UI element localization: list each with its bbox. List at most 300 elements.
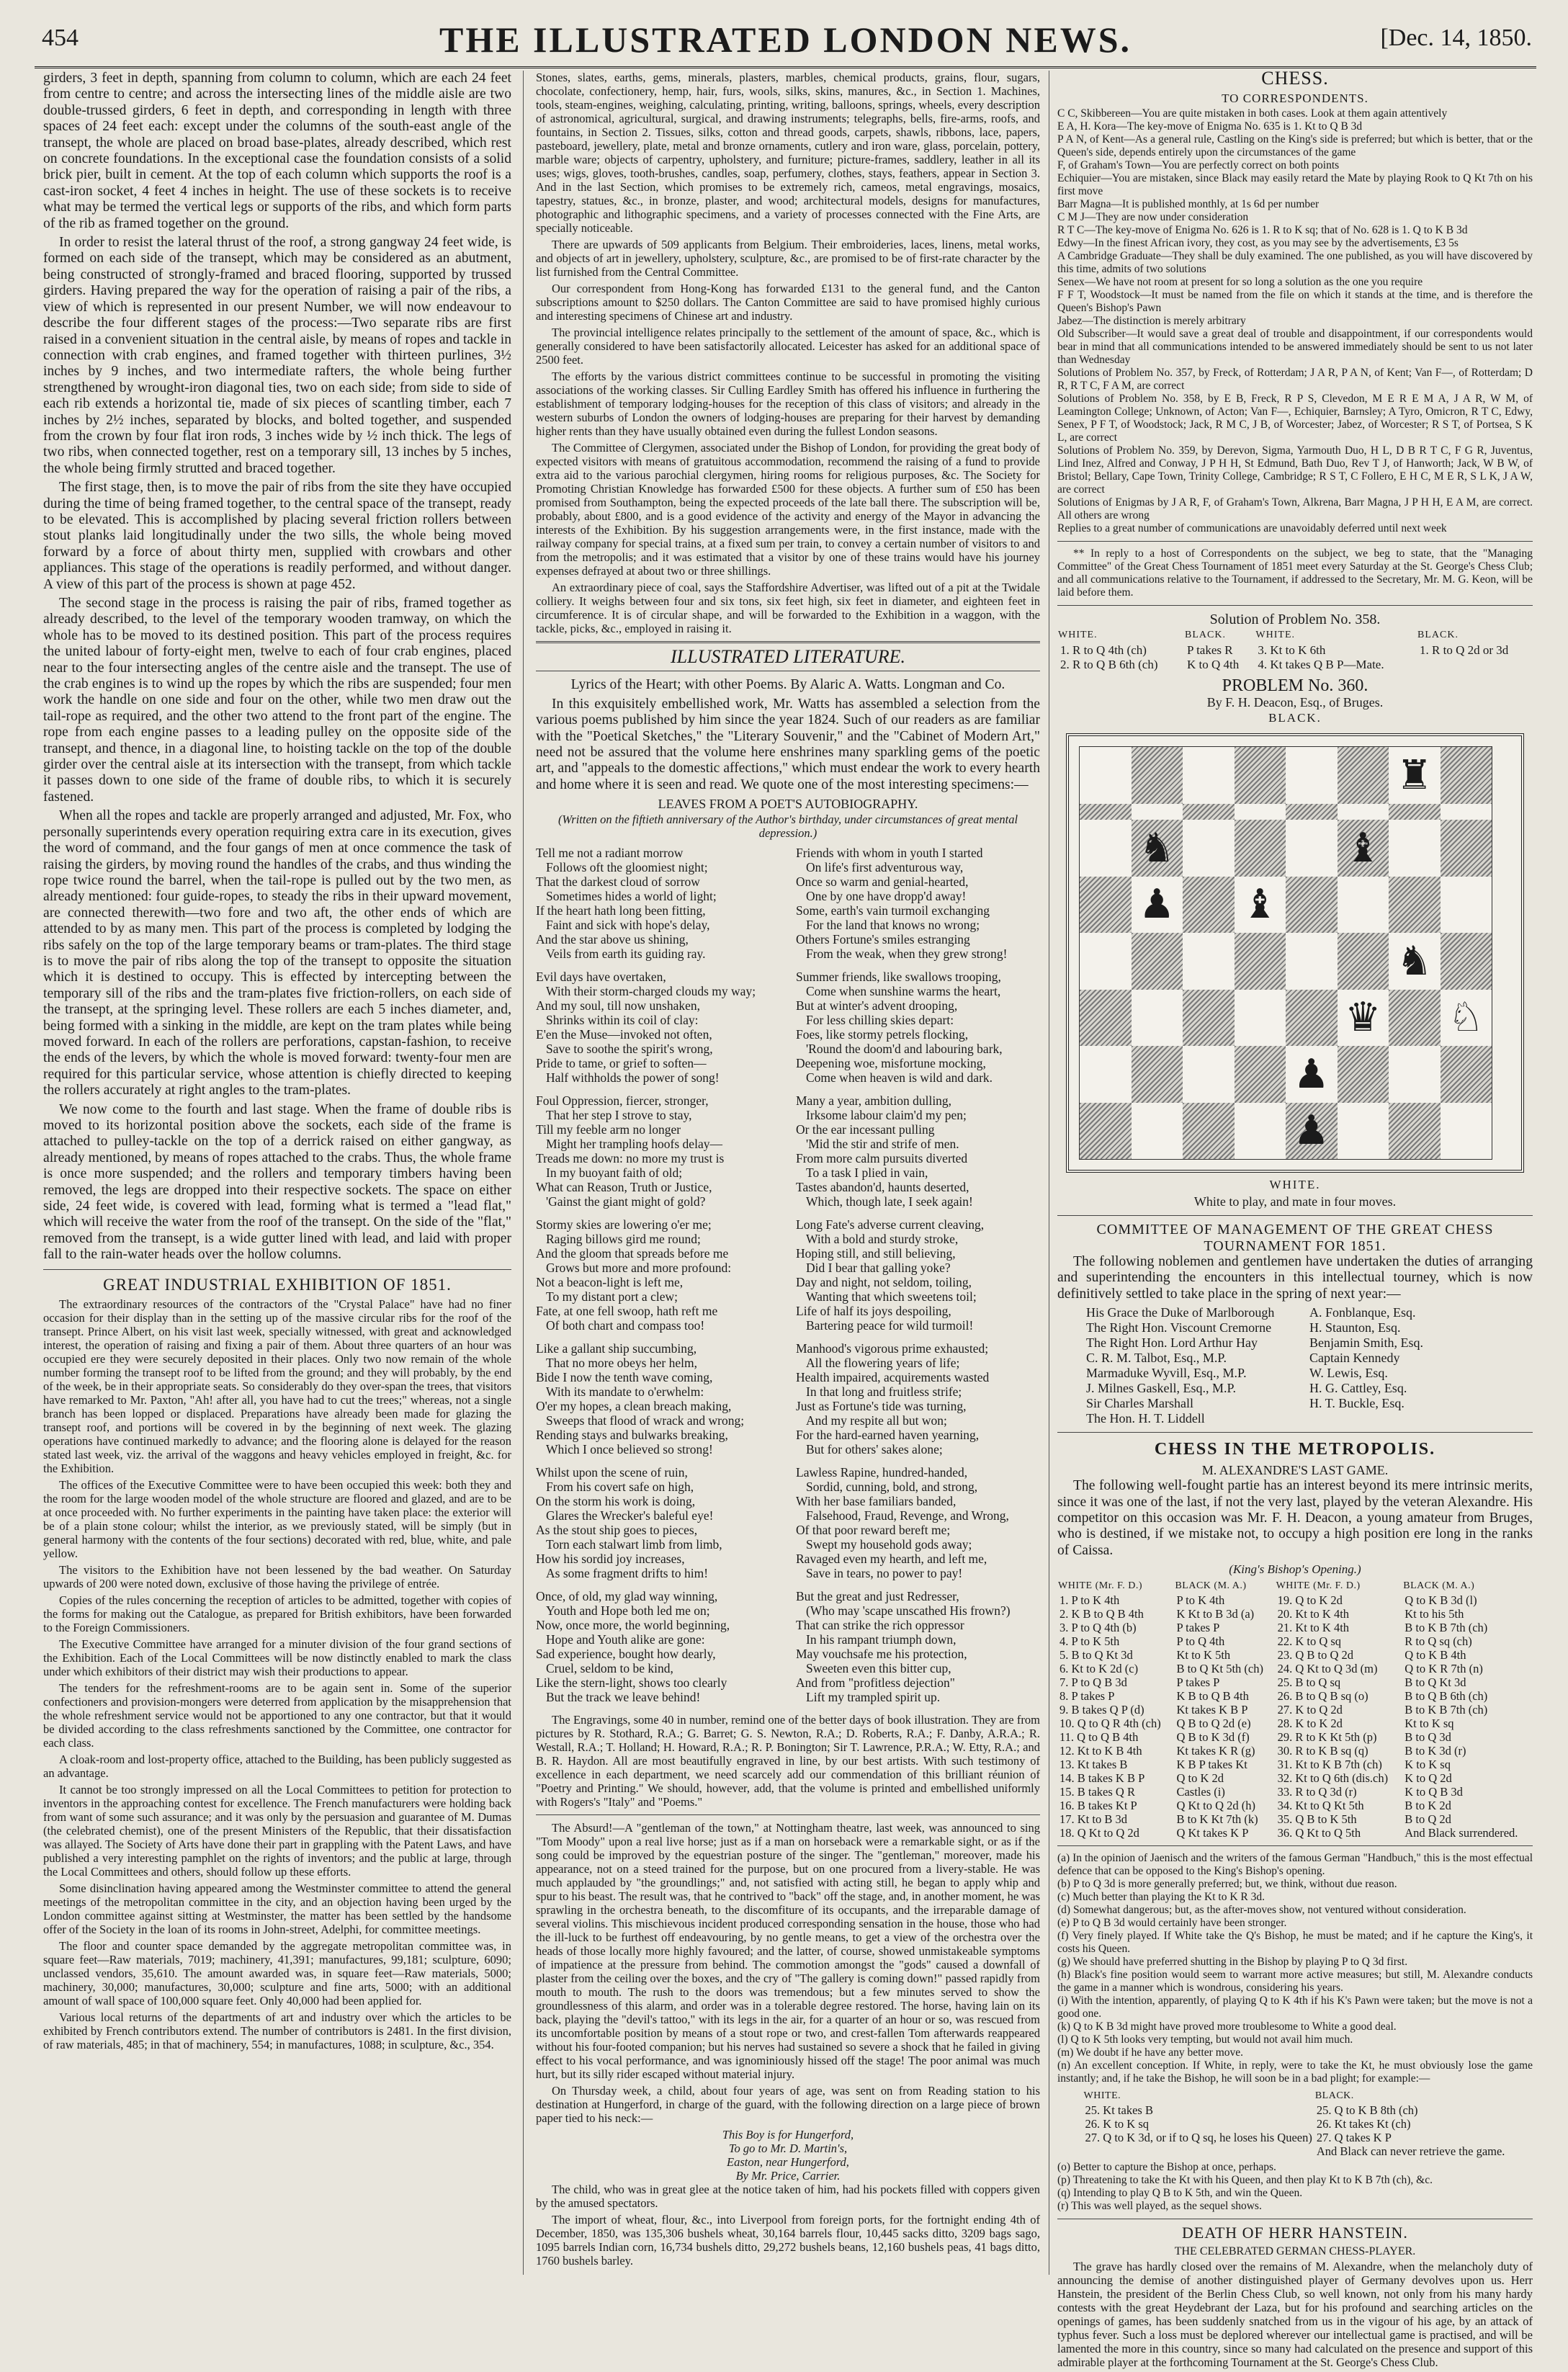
poem-line: All the flowering years of life;: [806, 1355, 960, 1370]
poem-verse: [536, 1093, 780, 1209]
move-cell: 29. R to K Kt 5th (p): [1277, 1729, 1377, 1744]
poem-verse: [796, 1589, 1040, 1704]
move-cell: 28. K to K 2d: [1277, 1716, 1343, 1730]
masthead: [35, 10, 1536, 68]
newspaper-title: THE ILLUSTRATED LONDON NEWS.: [439, 19, 1132, 60]
move-cell: 24. Q Kt to Q 3d (m): [1277, 1661, 1378, 1675]
move-cell: 1. R to Q 2d or 3d: [1420, 643, 1509, 658]
move-cell: K to Q B 3d: [1405, 1784, 1463, 1799]
game-note: (b) P to Q 3d is more generally preferred; but, we think, without due reason.: [1057, 1877, 1397, 1890]
poem-line: Irksome labour claim'd my pen;: [806, 1107, 967, 1122]
section-divider: [1057, 605, 1533, 606]
poem-subtitle: (Written on the fiftieth anniversary of the Author's birthday, under circumstances of great mental depression.): [557, 812, 1018, 840]
poem: [536, 846, 1040, 1713]
move-cell: 26. Kt takes Kt (ch): [1316, 2116, 1411, 2131]
poem-line: Tastes abandon'd, haunts deserted,: [796, 1179, 969, 1194]
poem-line: In his rampant triumph down,: [806, 1632, 957, 1647]
move-cell: Q to K R 7th (n): [1405, 1661, 1483, 1675]
move-cell: Kt to K sq: [1405, 1716, 1454, 1730]
poem-line: Till my feeble arm no longer: [536, 1122, 681, 1137]
correspondent-reply: Jabez—The distinction is merely arbitrary: [1057, 314, 1246, 327]
poem-line: To a task I plied in vain,: [806, 1165, 928, 1180]
chess-square: [1183, 820, 1235, 877]
address-line: By Mr. Price, Carrier.: [735, 2168, 841, 2183]
move-cell: 32. Kt to Q 6th (dis.ch): [1277, 1771, 1389, 1785]
poem-line: Hoping still, and still believing,: [796, 1245, 956, 1261]
move-cell: 33. R to Q 3d (r): [1277, 1784, 1357, 1799]
committee-member: Sir Charles Marshall: [1086, 1396, 1193, 1411]
game-note: (k) Q to K B 3d might have proved more troublesome to White a good deal.: [1057, 2020, 1397, 2033]
committee-member: H. G. Cattley, Esq.: [1309, 1381, 1407, 1396]
chess-square: [1235, 1046, 1286, 1103]
game-note: (f) Very finely played. If White take the Q's Bishop, he must be mated; and if he capture the King's, it costs his Queen.: [1057, 1929, 1533, 1955]
article-paragraph: The efforts by the various district committees continue to be successful in promoting the visiting associations of the working classes. Sir Culling Eardley Smith has offered his influence in furthering the establishment of temporary lodging-houses for the reception of this class of visitors; and already in the western suburbs of London the owners of lodging-houses are preparing for their harvest by demanding higher rents than they have usually obtained even during the fullest London seasons.: [536, 370, 1040, 438]
article-paragraph: In order to resist the lateral thrust of the roof, a strong gangway 24 feet wide, is formed on each side of the transept, which may be considered as an abutment, being constructed of strongly-framed and braced flooring, supported by trussed girders. Having prepared the way for the operation of raising a pair of the ribs, a view of which is represented in our present Number, we will now endeavour to describe the four different stages of the process:—Two separate ribs are first raised in a convenient situation in the central aisle, by means of ropes and tackle in connection with crab engines, and framed together with thirteen purlines, 3½ inches by 9 inches, and two intermediate rafters, the whole being further strengthened by wrought-iron diagonal ties, two on each side; from side to side of each rib extends a horizontal tie, made of six pieces of scantling timber, each 7 inches by 2½ inches, separated by blocks, and bolted together, and suspended from the crown by four flat iron rods, 3 inches wide by ½ inch thick. The legs of two ribs, when connected together, rest on a temporary sill, 13 inches by 5 inches, the whole being firmly strutted and braced together.: [43, 235, 511, 476]
anecdote-paragraph: The child, who was in great glee at the notice taken of him, had his pockets filled with coppers given by the amused spectators.: [536, 2182, 1040, 2210]
article-paragraph: The Executive Committee have arranged for a minuter division of the four grand sections of the Exhibition. Each of the Local Committees will be now distinctly enabled to mark the class under which exhibitors of their district may wish their productions to appear.: [43, 1637, 511, 1679]
move-cell: 11. Q to Q B 4th: [1059, 1729, 1139, 1744]
column-header: BLACK.: [1185, 630, 1226, 641]
article-paragraph: Some disinclination having appeared among the Westminster committee to attend the general meetings of the metropolitan committee in the city, and an objection having been urged by the London committee against sitting at Westminster, the matter has been settled by the handsome offer of the Society in the loan of its rooms in John-street, Adelphi, for committee meetings.: [43, 1881, 511, 1937]
poem-line: That the darkest cloud of sorrow: [536, 874, 700, 889]
correspondent-reply: R T C—The key-move of Enigma No. 626 is 1. R to K sq; that of No. 628 is 1. Q to K B 3d: [1057, 223, 1468, 236]
chess-piece-square: ♟: [1132, 877, 1183, 934]
move-cell: B to Q 2d: [1405, 1812, 1451, 1826]
game-move-row: [1057, 1730, 1533, 1744]
solution-table: [1057, 627, 1533, 672]
move-cell: 25. B to Q sq: [1277, 1675, 1341, 1689]
move-cell: 22. K to Q sq: [1277, 1634, 1342, 1648]
poem-line: Which, though late, I seek again!: [806, 1194, 973, 1209]
chess-square: [1441, 1046, 1492, 1103]
article-paragraph: An extraordinary piece of coal, says the Staffordshire Advertiser, was lifted out of a pit at the Twidale colliery. It weighs between four and six tons, six feet high, six feet in diameter, and eighteen feet in circumference. It is of circular shape, and will be forwarded to the Exhibition in a waggon, with the tackle, picks, &c., employed in raising it.: [536, 581, 1040, 635]
chess-square: [1286, 933, 1338, 990]
column-header: BLACK (M. A.): [1175, 1580, 1247, 1591]
chess-square: [1338, 1046, 1389, 1103]
exhibition-heading: GREAT INDUSTRIAL EXHIBITION OF 1851.: [103, 1275, 452, 1294]
black-label: BLACK.: [1268, 711, 1322, 725]
section-divider: [43, 1269, 511, 1270]
poem-line: Like a gallant ship succumbing,: [536, 1341, 697, 1356]
poem-line: But the track we leave behind!: [546, 1689, 701, 1704]
solution-row: [1057, 643, 1533, 658]
move-cell: B to K Kt 7th (k): [1176, 1812, 1258, 1826]
child-address-label: [536, 2128, 1040, 2183]
committee-members: [1057, 1305, 1533, 1426]
game-note: (g) We should have preferred shutting in the Bishop by playing P to Q 3d first.: [1057, 1955, 1408, 1968]
poem-line: If the heart hath long been fitting,: [536, 903, 706, 918]
committee-member: The Right Hon. Lord Arthur Hay: [1086, 1335, 1258, 1351]
article-paragraph: The provincial intelligence relates principally to the settlement of the amount of space, &c., which is generally considered to have been satisfactorily allocated. Leicester has asked for an additional space of 2500 feet.: [536, 326, 1040, 367]
move-cell: B to K 3d (r): [1405, 1743, 1466, 1758]
move-cell: 6. Kt to K 2d (c): [1059, 1661, 1139, 1675]
poem-line: From more calm pursuits diverted: [796, 1150, 968, 1165]
move-cell: B to K 2d: [1405, 1798, 1451, 1812]
chess-square: [1080, 820, 1132, 877]
game-notes: [1057, 2161, 1533, 2213]
chess-square: [1441, 804, 1492, 820]
poem-line: With its mandate to o'erwhelm:: [546, 1384, 704, 1399]
poem-verse: [796, 1341, 1040, 1456]
correspondents-list: [1057, 107, 1533, 535]
committee-member: Benjamin Smith, Esq.: [1309, 1335, 1424, 1351]
chess-square: [1132, 747, 1183, 804]
correspondent-reply: A Cambridge Graduate—They shall be duly examined. The one published, as you will have discovered by this time, admits of two solutions: [1057, 249, 1533, 275]
game-move-row: [1057, 1621, 1533, 1634]
game-note: (d) Somewhat dangerous; but, as the after-moves show, not ventured without consideration.: [1057, 1903, 1466, 1916]
article-paragraph: There are upwards of 509 applicants from Belgium. Their embroideries, laces, linens, metal works, and objects of art in jewellery, upholstery, sculpture, &c., are promised to be of first-rate character by the list furnished from the Central Committee.: [536, 238, 1040, 279]
column-header: BLACK.: [1417, 630, 1459, 641]
poem-line: Glares the Wrecker's baleful eye!: [546, 1508, 714, 1523]
chess-square: [1235, 933, 1286, 990]
correspondent-reply: Edwy—In the finest African ivory, they cost, as you may see by the advertisements, £3 5s: [1057, 236, 1459, 249]
poem-line: Swept my household gods away;: [806, 1536, 972, 1552]
poem-line: Come when sunshine warms the heart,: [806, 983, 1001, 998]
poem-line: As the stout ship goes to pieces,: [536, 1522, 698, 1537]
article-paragraph: Various local returns of the departments of art and industry over which the articles to be exhibited by French contributors extend. The number of contributors is 2481. In the first division, of raw materials, 485; in that of machinery, 554; in manufactures, 1088; in sculpture, &c., 354.: [43, 2010, 511, 2052]
move-cell: 34. Kt to Q Kt 5th: [1277, 1798, 1364, 1812]
metropolis-subheading: M. ALEXANDRE'S LAST GAME.: [1201, 1462, 1389, 1477]
poem-line: Fate, at one fell swoop, hath reft me: [536, 1303, 718, 1318]
correspondent-reply: Solutions of Problem No. 357, by Freck, of Rotterdam; J A R, P A N, of Kent; Van F—, of Rotterdam; D R, R T C, F A M, are correct: [1057, 366, 1533, 392]
chess-square: [1286, 990, 1338, 1047]
article-paragraph: The second stage in the process is raising the pair of ribs, framed together as already described, to the level of the temporary wooden tramway, on which the whole has to be moved to its destined position. This part of the process requires the united labour of forty-eight men, twelve to each of four crab engines, placed near to the four intersecting angles of the centre aisle and the transept. The use of the crab engines is to wind up the ropes by which the ribs are suspended; four men work the handle on one side and four on the other, while two men draw out the tail-rope as required, and the other two attend to the front part of the engine. The rope from each engine passes to a leading pulley on the opposite side of the transept, and thence, in a diagonal line, to hoisting tackle on the top of the double girder over the central aisle at its intersection with the transept, from which tackle it passes down to one side of the frame of double ribs, to which it is securely fastened.: [43, 596, 511, 805]
white-label: WHITE.: [1269, 1178, 1321, 1192]
chess-diagram: [1066, 733, 1524, 1173]
move-cell: R to Q sq (ch): [1405, 1634, 1472, 1648]
move-cell: 3. P to Q 4th (b): [1059, 1620, 1137, 1634]
chess-square: [1441, 820, 1492, 877]
chess-square: [1389, 1046, 1441, 1103]
move-cell: K to K sq: [1405, 1757, 1451, 1771]
article-paragraph: It cannot be too strongly impressed on all the Local Committees to petition for protection to inventors in the approaching contest for excellence. The French manufacturers were holding back from want of some such assurance; and it was only by the persuasion and guarantee of M. Dumas (the celebrated chemist), one of the present Ministers of the Republic, that their dissatisfaction was allayed. The Society of Arts have done their part in grappling with the Patent Laws, and have published a very interesting pamphlet on the rights of inventors; and the public at large, through the Local Committees and others, should follow up these efforts.: [43, 1783, 511, 1879]
chess-square: [1132, 933, 1183, 990]
article-paragraph: The extraordinary resources of the contractors of the "Crystal Palace" have had no finer occasion for their display than in the setting up of the massive circular ribs for the roof of the transept. Prince Albert, on his visit last week, specially witnessed, with great and acknowledged interest, the operation of raising and fixing a pair of them. About three quarters of an hour was occupied ere they were securely deposited in their places. Only two now remain of the whole number forming the transept roof to be lifted from the ground; and they will probably, by the end of the week, be in their appropriate seats. So considerably do they over-span the trees, that visitors have remarked to Mr. Paxton, "Ah! after all, you have had to cut the trees;" whereas, not a single branch has been lopped or displaced. Preparations have already been made for glazing the transept roof, and portions will be covered in by the beginning of next week. The glazing operations have continued markedly to advance; and the flooring alone is delayed for the reason stated last week, viz. the arrival of the waggons and heavy vehicles employed in freight, &c. for the Exhibition.: [43, 1297, 511, 1476]
poem-line: Sweeten even this bitter cup,: [806, 1660, 951, 1675]
move-cell: K to Q 4th: [1187, 658, 1240, 672]
poem-line: Many a year, ambition dulling,: [796, 1093, 952, 1108]
problem-caption: White to play, and mate in four moves.: [1193, 1194, 1397, 1209]
move-cell: B to Q B 6th (ch): [1405, 1688, 1488, 1703]
chess-square: [1235, 990, 1286, 1047]
poem-line: Ravaged even my hearth, and left me,: [796, 1551, 987, 1566]
chess-square: [1286, 747, 1338, 804]
poem-line: (Who may 'scape unscathed His frown?): [806, 1603, 1011, 1618]
game-score: [1057, 1578, 1533, 1840]
poem-verse: [796, 846, 1040, 961]
correspondent-reply: F, of Graham's Town—You are perfectly correct on both points: [1057, 158, 1340, 171]
chess-piece-square: ♟: [1286, 1046, 1338, 1103]
solution-row: [1057, 658, 1533, 672]
article-paragraph: A cloak-room and lost-property office, attached to the Building, has been publicly suggested as an advantage.: [43, 1753, 511, 1781]
poem-line: From his covert safe on high,: [546, 1479, 694, 1494]
poem-line: Lawless Rapine, hundred-handed,: [796, 1464, 968, 1480]
move-cell: 13. Kt takes B: [1059, 1757, 1128, 1771]
poem-line: What can Reason, Truth or Justice,: [536, 1179, 712, 1194]
chess-piece-square: ♞: [1389, 933, 1441, 990]
article-paragraph: The offices of the Executive Committee were to have been occupied this week: both they and the room for the large wooden model of the whole structure are floored and glazed, and are to be at once proceeded with. No further experiments in the painting have taken place: the exterior will be of a plain stone colour; whilst the interior, as we previously stated, will be simply (but in general harmony with the contents of the four sections) decorated with red, blue, white, and pale yellow.: [43, 1478, 511, 1561]
chess-square: [1286, 804, 1338, 820]
address-line: Easton, near Hungerford,: [727, 2154, 849, 2169]
poem-line: And the star above us shining,: [536, 931, 689, 946]
poem-line: For the land that knows no wrong;: [806, 917, 980, 932]
chess-square: [1183, 877, 1235, 934]
poem-line: Tell me not a radiant morrow: [536, 845, 684, 860]
column-2: [536, 71, 1040, 2270]
move-cell: P takes R: [1187, 643, 1233, 658]
move-cell: 12. Kt to K B 4th: [1059, 1743, 1142, 1758]
game-move-row: [1057, 1634, 1533, 1648]
poem-line: Sometimes hides a world of light;: [546, 888, 717, 903]
move-cell: 10. Q to Q R 4th (ch): [1059, 1716, 1161, 1730]
section-divider: [1057, 541, 1533, 542]
game-move-row: [1057, 1717, 1533, 1730]
move-cell: 27. Q to K 3d, or if to Q sq, he loses his Queen): [1085, 2130, 1312, 2144]
poem-line: Bartering peace for wild turmoil!: [806, 1317, 974, 1333]
correspondent-reply: Echiquier—You are mistaken, since Black may easily retard the Mate by playing Rook to Q Kt 7th on his first move: [1057, 171, 1533, 197]
committee-member: Captain Kennedy: [1309, 1351, 1400, 1366]
game-note: (n) An excellent conception. If White, in reply, were to take the Kt, he must obviously lose the game instantly; and, if he take the Bishop, he will soon be in a bad plight; for example:—: [1057, 2059, 1533, 2085]
poem-line: Come when heaven is wild and dark.: [806, 1070, 993, 1085]
variation-row: [1083, 2117, 1507, 2131]
chess-piece-square: ♜: [1389, 747, 1441, 804]
chess-piece-square: ♝: [1235, 877, 1286, 934]
article-paragraph: The tenders for the refreshment-rooms are to be again sent in. Some of the superior confectioners and provision-mongers were deterred from application by the misapprehension that the whole refreshment service would not be apportioned to any one contractor, but that it would be divided according to the class refreshments sanctioned by the Committee, one contractor for each class.: [43, 1681, 511, 1750]
column-header: WHITE.: [1083, 2090, 1121, 2101]
poem-verse: [796, 1465, 1040, 1580]
poem-line: Shrinks within its coil of clay:: [546, 1012, 699, 1027]
chess-square: [1389, 990, 1441, 1047]
game-move-row: [1057, 1689, 1533, 1703]
correspondent-reply: Replies to a great number of communications are unavoidably deferred until next week: [1057, 522, 1447, 534]
move-cell: K B P takes Kt: [1176, 1757, 1247, 1771]
move-cell: 2. R to Q B 6th (ch): [1060, 658, 1158, 672]
chess-square: [1441, 1103, 1492, 1160]
chess-piece-square: ♞: [1132, 820, 1183, 877]
game-move-row: [1057, 1812, 1533, 1826]
chess-square: [1183, 804, 1235, 820]
move-cell: 4. Kt takes Q B P—Mate.: [1258, 658, 1384, 672]
poem-line: In my buoyant faith of old;: [546, 1165, 683, 1180]
move-cell: B to K B 7th (ch): [1405, 1702, 1488, 1717]
chess-square: [1183, 1046, 1235, 1103]
move-cell: 25. Kt takes B: [1085, 2103, 1153, 2117]
article-paragraph: The visitors to the Exhibition have not been lessened by the bad weather. On Saturday upwards of 200 were noted down, exclusive of those having the privilege of entrée.: [43, 1563, 511, 1591]
poem-line: One by one have dropp'd away!: [806, 888, 967, 903]
move-cell: B to Q Kt 3d: [1405, 1675, 1466, 1689]
problem-author: By F. H. Deacon, Esq., of Bruges.: [1206, 694, 1384, 710]
correspondent-reply: E A, H. Kora—The key-move of Enigma No. 635 is 1. Kt to Q B 3d: [1057, 120, 1363, 133]
poem-line: From the weak, when they grew strong!: [806, 946, 1008, 961]
chess-square: [1080, 877, 1132, 934]
move-cell: 5. B to Q Kt 3d: [1059, 1647, 1133, 1662]
chess-piece-square: ♘: [1441, 990, 1492, 1047]
game-note: (l) Q to K 5th looks very tempting, but would not avail him much.: [1057, 2033, 1353, 2046]
poem-line: Sordid, cunning, bold, and strong,: [806, 1479, 978, 1494]
game-move-row: [1057, 1648, 1533, 1662]
problem-heading: PROBLEM No. 360.: [1222, 676, 1368, 696]
poem-line: Health impaired, acquirements wasted: [796, 1369, 990, 1384]
poem-line: Falsehood, Fraud, Revenge, and Wrong,: [806, 1508, 1009, 1523]
column-header: BLACK.: [1314, 2090, 1354, 2101]
move-cell: 27. K to Q 2d: [1277, 1702, 1343, 1717]
review-paragraph: In this exquisitely embellished work, Mr. Watts has assembled a selection from the various poems published by him since the year 1824. Such of our readers as are familiar with the "Poetical Sketches," the "Literary Souvenir," and the "Cabinet of Modern Art," need not be assured that the volume here enshrines many sparkling gems of the poetic art, and "appeals to the domestic affections," which must endear the work to every hearth and home where it is seen and read. We quote one of the most interesting specimens:—: [536, 696, 1040, 792]
correspondent-reply: Solutions of Problem No. 358, by E B, Freck, R P S, Clevedon, M E R E M A, J A R, W M, of Leamington College; Unknown, of Acton; Van F—, Echiquier, Barnsley; A Tyro, Omicron, R T C, Edwy, Senex, P F T, of Woodstock; Jack, R M C, J B, of Worcester; Jabez, of Worcester; R S T, of Portsea, S K L, are correct: [1057, 392, 1533, 444]
chess-square: [1441, 933, 1492, 990]
chess-square: [1338, 933, 1389, 990]
committee-member: H. T. Buckle, Esq.: [1309, 1396, 1405, 1411]
committee-member: His Grace the Duke of Marlborough: [1086, 1305, 1275, 1320]
poem-line: Half withholds the power of song!: [546, 1070, 720, 1085]
article-paragraph: Stones, slates, earths, gems, minerals, plasters, marbles, chemical products, grains, flour, sugars, chocolate, confectionery, hemp, hair, furs, wools, silks, skins, manures, &c., in Section 1. Machines, tools, steam-engines, weighing, calculating, printing, writing, balloons, springs, wheels, every description of astronomical, agricultural, surgical, and drawing instruments; telegraphs, bells, fire-arms, roofs, and fountains, in Section 2. Tissues, silks, cotton and thread goods, carpets, shawls, ribbons, lace, papers, pasteboard, jewellery, plate, metal and bronze ornaments, cutlery and iron ware, glass, porcelain, pottery, marble ware; objects of carpentry, upholstery, and furniture; picture-frames, saddlery, leather in all its uses; wigs, gloves, tooth-brushes, candles, soap, perfumery, clothes, stays, feathers, appear in Section 3. And in the last Section, which promises to be extremely rich, cameos, metal engravings, mosaics, tapestry, statues, &c., in bronze, plaster, and wood; architectural models, designs for manufactures, photographic and lithographic specimens, and a variety of processes connected with the Fine Arts, are specially noticeable.: [536, 71, 1040, 235]
poem-line: 'Round the doom'd and labouring bark,: [806, 1041, 1003, 1056]
poem-line: Life of half its joys despoiling,: [796, 1303, 951, 1318]
poem-line: Of both chart and compass too!: [546, 1317, 705, 1333]
poem-line: Stormy skies are lowering o'er me;: [536, 1217, 712, 1232]
chess-square: [1183, 933, 1235, 990]
poem-line: 'Mid the stir and strife of men.: [806, 1136, 959, 1151]
variation-row: [1083, 2131, 1507, 2144]
game-note: (e) P to Q B 3d would certainly have been stronger.: [1057, 1916, 1287, 1929]
section-divider: [1057, 1432, 1533, 1433]
poem-line: Or the ear incessant pulling: [796, 1122, 935, 1137]
move-cell: Castles (i): [1176, 1784, 1225, 1799]
section-divider: [1057, 1215, 1533, 1216]
move-cell: Kt takes K B P: [1176, 1702, 1248, 1717]
move-cell: [1083, 2144, 1314, 2158]
poem-line: Day and night, not seldom, toiling,: [796, 1274, 972, 1289]
chess-piece-square: ♛: [1338, 990, 1389, 1047]
committee-member: H. Staunton, Esq.: [1309, 1320, 1401, 1335]
chess-square: [1080, 1046, 1132, 1103]
move-cell: 36. Q Kt to Q 5th: [1277, 1825, 1361, 1840]
move-cell: 4. P to K 5th: [1059, 1634, 1120, 1648]
article-paragraph: The Committee of Clergymen, associated under the Bishop of London, for providing the great body of expected visitors with means of gratuitous accommodation, recommend the raising of a fund to provide extra aid to the various parochial clergymen, hiring rooms for religious purposes, &c. The Society for Promoting Christian Knowledge has forwarded £500 for these objects. A further sum of £50 has been promised from Southampton, being the expected proceeds of the late ball there. The subscription will be, probably, about £800, and is a good evidence of the activity and energy of the Mayor in advancing the interests of the Exhibition. By his suggestion arrangements were, in the first instance, made with the railway company for special trains, at a fixed sum per train, to convey a certain number of visitors to and from the metropolis; and it was estimated that a visitor by one of these trains would have his journey expenses defrayed at about two or three shillings.: [536, 441, 1040, 578]
section-divider: [536, 1814, 1040, 1815]
poem-line: Foul Oppression, fiercer, stronger,: [536, 1093, 709, 1108]
poem-verse: [796, 970, 1040, 1085]
review-paragraph: The Engravings, some 40 in number, remind one of the better days of book illustration. They are from pictures by R. Stothard, R.A.; G. Barret; G. S. Newton, R.A.; D. Roberts, R.A.; F. Danby, A.R.A.; R. Westall, R.A.; T. Holland; H. Howard, R.A.; R. P. Bonington; Sir T. Lawrence, P.R.A.; W. Etty, R.A.; and B. R. Haydon. All are most beautifully engraved in line, by our best artists. With such testimony of excellence in each department, we need scarcely add our commendation of this brilliant réunion of "Poetry and Printing." We should, however, add, that the volume is printed and embellished uniformly with Rogers's "Italy" and "Poems.": [536, 1712, 1040, 1809]
chess-square: [1235, 804, 1286, 820]
poem-verse: [796, 1093, 1040, 1209]
move-cell: 16. B takes Kt P: [1059, 1798, 1137, 1812]
committee-member: Marmaduke Wyvill, Esq., M.P.: [1086, 1366, 1247, 1381]
correspondent-reply: Barr Magna—It is published monthly, at 1s 6d per number: [1057, 197, 1320, 210]
address-line: To go to Mr. D. Martin's,: [728, 2141, 848, 2155]
poem-line: 'Gainst the giant might of gold?: [546, 1194, 706, 1209]
chess-piece-square: ♟: [1286, 1103, 1338, 1160]
committee-member: J. Milnes Gaskell, Esq., M.P.: [1086, 1381, 1237, 1396]
poem-line: May vouchsafe me his protection,: [796, 1646, 967, 1661]
poem-line: Which I once believed so strong!: [546, 1441, 713, 1456]
chess-square: [1080, 804, 1132, 820]
game-move-row: [1057, 1703, 1533, 1717]
move-cell: 19. Q to K 2d: [1277, 1593, 1343, 1607]
poem-line: Sweeps that flood of wrack and wrong;: [546, 1413, 745, 1428]
correspondent-reply: C M J—They are now under consideration: [1057, 210, 1249, 223]
move-cell: 20. Kt to K 4th: [1277, 1606, 1350, 1621]
poem-line: Whilst upon the scene of ruin,: [536, 1464, 688, 1480]
move-cell: P takes P: [1176, 1675, 1220, 1689]
committee-member: W. Lewis, Esq.: [1309, 1366, 1388, 1381]
poem-title: LEAVES FROM A POET'S AUTOBIOGRAPHY.: [658, 797, 918, 812]
poem-line: Hope and Youth alike are gone:: [546, 1632, 705, 1647]
move-cell: 8. P takes P: [1059, 1688, 1115, 1703]
move-cell: 1. P to K 4th: [1059, 1593, 1120, 1607]
chess-piece-square: ♝: [1338, 820, 1389, 877]
move-cell: 31. Kt to K B 7th (ch): [1277, 1757, 1382, 1771]
poem-right-column: [796, 846, 1040, 1713]
move-cell: B to K B 7th (ch): [1405, 1620, 1488, 1634]
poem-line: Some, earth's vain turmoil exchanging: [796, 903, 990, 918]
correspondent-reply: Solutions of Enigmas by J A R, F, of Graham's Town, Alkrena, Barr Magna, J P H H, E A M, are correct. All others are wrong: [1057, 496, 1533, 522]
chess-square: [1338, 747, 1389, 804]
poem-line: On the storm his work is doing,: [536, 1493, 696, 1508]
article-paragraph: girders, 3 feet in depth, spanning from column to column, which are each 24 feet from centre to centre; and across the intersecting lines of the middle aisle are two double-trussed girders, 6 feet in depth, and corresponding in length with three spaces of 24 feet each: except under the columns of the south-east angle of the transept, the whole are placed on broad base-plates, already described, which rest on concrete foundations. In the exceptional case the foundation consists of a solid brick pier, built in cement. At the top of each column which supports the roof is a cast-iron socket, 4 feet 4 inches in height. The use of these sockets is to receive what may be termed the vertical legs or supports of the ribs, and which form parts of the rib as framed together on the ground.: [43, 71, 511, 231]
poem-line: To my distant port a clew;: [546, 1289, 678, 1304]
chess-square: [1389, 877, 1441, 934]
chess-square: [1235, 747, 1286, 804]
opening-name: (King's Bishop's Opening.): [1229, 1562, 1361, 1577]
poem-line: But for others' sakes alone;: [806, 1441, 943, 1456]
game-move-row: [1057, 1771, 1533, 1785]
article-paragraph: Our correspondent from Hong-Kong has forwarded £131 to the general fund, and the Canton subscriptions amount to $250 dollars. The Canton Committee are said to have promised highly curious and interesting specimens of Chinese art and industry.: [536, 282, 1040, 323]
committee-member: A. Fonblanque, Esq.: [1309, 1305, 1416, 1320]
poem-verse: [536, 1341, 780, 1456]
chess-square: [1338, 877, 1389, 934]
section-divider: [536, 641, 1040, 643]
trade-paragraph: The import of wheat, flour, &c., into Liverpool from foreign ports, for the fortnight ending 4th of December, 1850, was 135,306 bushels wheat, 30,164 barrels flour, 10,445 sacks ditto, 3209 bags sago, 1095 barrels Indian corn, 16,734 bushels ditto, 29,272 bushels beans, 12,160 bushels peas, 41 bags ditto, 1760 bushels barley.: [536, 2212, 1040, 2268]
move-cell: Q Kt takes K P: [1176, 1825, 1249, 1840]
chess-square: [1235, 1103, 1286, 1160]
move-cell: B to Q Kt 5th (ch): [1176, 1661, 1263, 1675]
correspondents-heading: TO CORRESPONDENTS.: [1222, 91, 1368, 106]
move-cell: 26. B to Q B sq (o): [1277, 1688, 1368, 1703]
game-note: (m) We doubt if he have any better move.: [1057, 2046, 1244, 2059]
chess-square: [1389, 1103, 1441, 1160]
poem-left-column: [536, 846, 780, 1713]
move-cell: Q to K B 3d (l): [1405, 1593, 1477, 1607]
committee-member: The Right Hon. Viscount Cremorne: [1086, 1320, 1272, 1335]
game-move-row: [1057, 1593, 1533, 1607]
poem-line: And my respite all but won;: [806, 1413, 947, 1428]
poem-line: O'er my hopes, a clean breach making,: [536, 1398, 732, 1413]
chess-square: [1132, 990, 1183, 1047]
correspondent-reply: C C, Skibbereen—You are quite mistaken in both cases. Look at them again attentively: [1057, 107, 1448, 120]
column-header: WHITE (Mr. F. D.): [1058, 1580, 1143, 1591]
committee-member: C. R. M. Talbot, Esq., M.P.: [1086, 1351, 1227, 1366]
poem-line: Once, of old, my glad way winning,: [536, 1588, 718, 1603]
correspondent-reply: Senex—We have not room at present for so long a solution as the one you require: [1057, 275, 1423, 288]
variation-row: [1083, 2144, 1507, 2158]
poem-line: That can strike the rich oppressor: [796, 1617, 964, 1632]
move-cell: Kt to K 5th: [1176, 1647, 1231, 1662]
move-cell: P takes P: [1176, 1620, 1220, 1634]
poem-line: Bide I now the tenth wave coming,: [536, 1369, 713, 1384]
article-paragraph: The first stage, then, is to move the pair of ribs from the site they have occupied during the time of being framed together, to the central space of the transept, ready to be elevated. This is accomplished by placing several friction rollers between stout planks laid longitudinally under the two sills, the whole being moved forward by a force of about thirty men, supplied with crowbars and other appliances. This stage of the operations is readily performed, and without danger. A view of this part of the process is shown at page 452.: [43, 480, 511, 592]
poem-line: Torn each stalwart limb from limb,: [546, 1536, 722, 1552]
game-move-row: [1057, 1607, 1533, 1621]
poem-line: In that long and fruitless strife;: [806, 1384, 962, 1399]
article-paragraph: When all the ropes and tackle are properly arranged and adjusted, Mr. Fox, who personally superintends every operation requiring extra care in its execution, gives the word of command, and the four gangs of men at once commence the task of raising the girders, by moving round the handles of the crabs, and thus winding the rope twice round the barrel, when the tail-rope is pulled out by the two men, as already mentioned: four guide-ropes, to steady the ribs in their upward movement, are connected therewith—two fore and two aft, the other ends of which are attended to by as many men. This part of the process is completed by lodging the ribs safely on the top of the large temporary beams or tram-plates. The third stage is to move the pair of ribs along the top of the transept to opposite the situation which it is destined to occupy. This is effected by intercepting between the temporary sill of the ribs and the tram-plates five friction-rollers, on each side of the transept, at the springing level. These rollers are each 5 inches diameter, and, being formed with a sinking in the middle, are kept on the tram plates while being moved forward. In each of the rollers are perforations, capstan-fashion, to receive the ends of the levers, by which the whole is moved forward: twenty-four men are required for this particular service, whose attention is chiefly directed to keeping the rollers accurately at right angles to the tram-plates.: [43, 808, 511, 1098]
correspondent-reply: Old Subscriber—It would save a great deal of trouble and disappointment, if our correspondents would bear in mind that all communications intended to be answered immediately should be sent to us not later than Wednesday: [1057, 327, 1533, 366]
poem-line: Foes, like stormy petrels flocking,: [796, 1026, 969, 1042]
move-cell: Q to K B 4th: [1405, 1647, 1466, 1662]
poem-line: With a bold and sturdy stroke,: [806, 1231, 959, 1246]
obituary-paragraph: The grave has hardly closed over the remains of M. Alexandre, when the melancholy duty of announcing the demise of another distinguished player of Germany devolves upon us. Herr Hanstein, the president of the Berlin Chess Club, so well known, not only from his many hardy contests with the great Heydebrant der Laza, but for his profound and searching articles on the openings of games, has been suddenly snatched from us in the vigour of his age, by an attack of typhus fever. Such a loss must be deplored wherever our intellectual game is practised, and will be lamented the more in this country, since so many had calculated on the presence and support of this admirable player at the forthcoming Tournament at the St. George's Chess Club.: [1057, 2260, 1533, 2370]
chess-square: [1132, 1046, 1183, 1103]
game-note: (q) Intending to play Q B to K 5th, and win the Queen.: [1057, 2186, 1303, 2199]
